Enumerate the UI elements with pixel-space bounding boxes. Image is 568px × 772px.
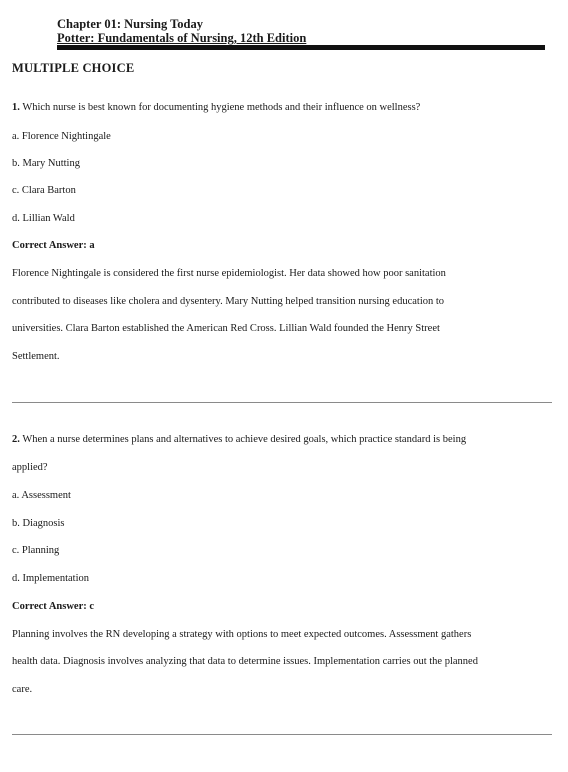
question-2-rationale-line-3: care. <box>12 684 33 695</box>
question-1-option-d: d. Lillian Wald <box>12 213 75 224</box>
question-2-option-d: d. Implementation <box>12 573 89 584</box>
question-2-option-a: a. Assessment <box>12 490 71 501</box>
question-separator <box>12 734 552 735</box>
question-1-rationale-line-4: Settlement. <box>12 351 60 362</box>
book-title: Potter: Fundamentals of Nursing, 12th Edition <box>57 31 307 45</box>
question-1-rationale-line-1: Florence Nightingale is considered the first nurse epidemiologist. Her data showed how poor sanitation <box>12 268 446 279</box>
question-1-option-a: a. Florence Nightingale <box>12 131 111 142</box>
question-1-correct-answer: Correct Answer: a <box>12 240 95 251</box>
question-1-option-b: b. Mary Nutting <box>12 158 80 169</box>
question-separator <box>12 402 552 403</box>
question-2-number: 2. <box>12 434 20 445</box>
question-1-stem <box>12 102 420 113</box>
question-2-stem-line-2: applied? <box>12 462 48 473</box>
header-rule <box>57 45 545 50</box>
chapter-title: Chapter 01: Nursing Today <box>57 17 203 31</box>
question-2-stem <box>12 434 466 445</box>
question-2-option-b: b. Diagnosis <box>12 518 65 529</box>
question-2-rationale-line-1: Planning involves the RN developing a strategy with options to meet expected outcomes. Assessment gathers <box>12 629 472 640</box>
question-2-correct-answer: Correct Answer: c <box>12 601 95 612</box>
question-1-option-c: c. Clara Barton <box>12 185 76 196</box>
question-1-rationale-line-2: contributed to diseases like cholera and dysentery. Mary Nutting helped transition nursing education to <box>12 296 445 307</box>
section-title: MULTIPLE CHOICE <box>12 61 135 75</box>
question-1-number: 1. <box>12 102 20 113</box>
question-2-stem-line-1: When a nurse determines plans and alternatives to achieve desired goals, which practice standard is being <box>22 434 467 445</box>
question-1-rationale-line-3: universities. Clara Barton established the American Red Cross. Lillian Wald founded the Henry Street <box>12 323 440 334</box>
question-1-stem-line-1: Which nurse is best known for documenting hygiene methods and their influence on wellness? <box>22 102 421 113</box>
question-2-rationale-line-2: health data. Diagnosis involves analyzing that data to determine issues. Implementation carries out the planned <box>12 656 478 667</box>
document-header <box>57 17 306 45</box>
question-2-option-c: c. Planning <box>12 545 60 556</box>
